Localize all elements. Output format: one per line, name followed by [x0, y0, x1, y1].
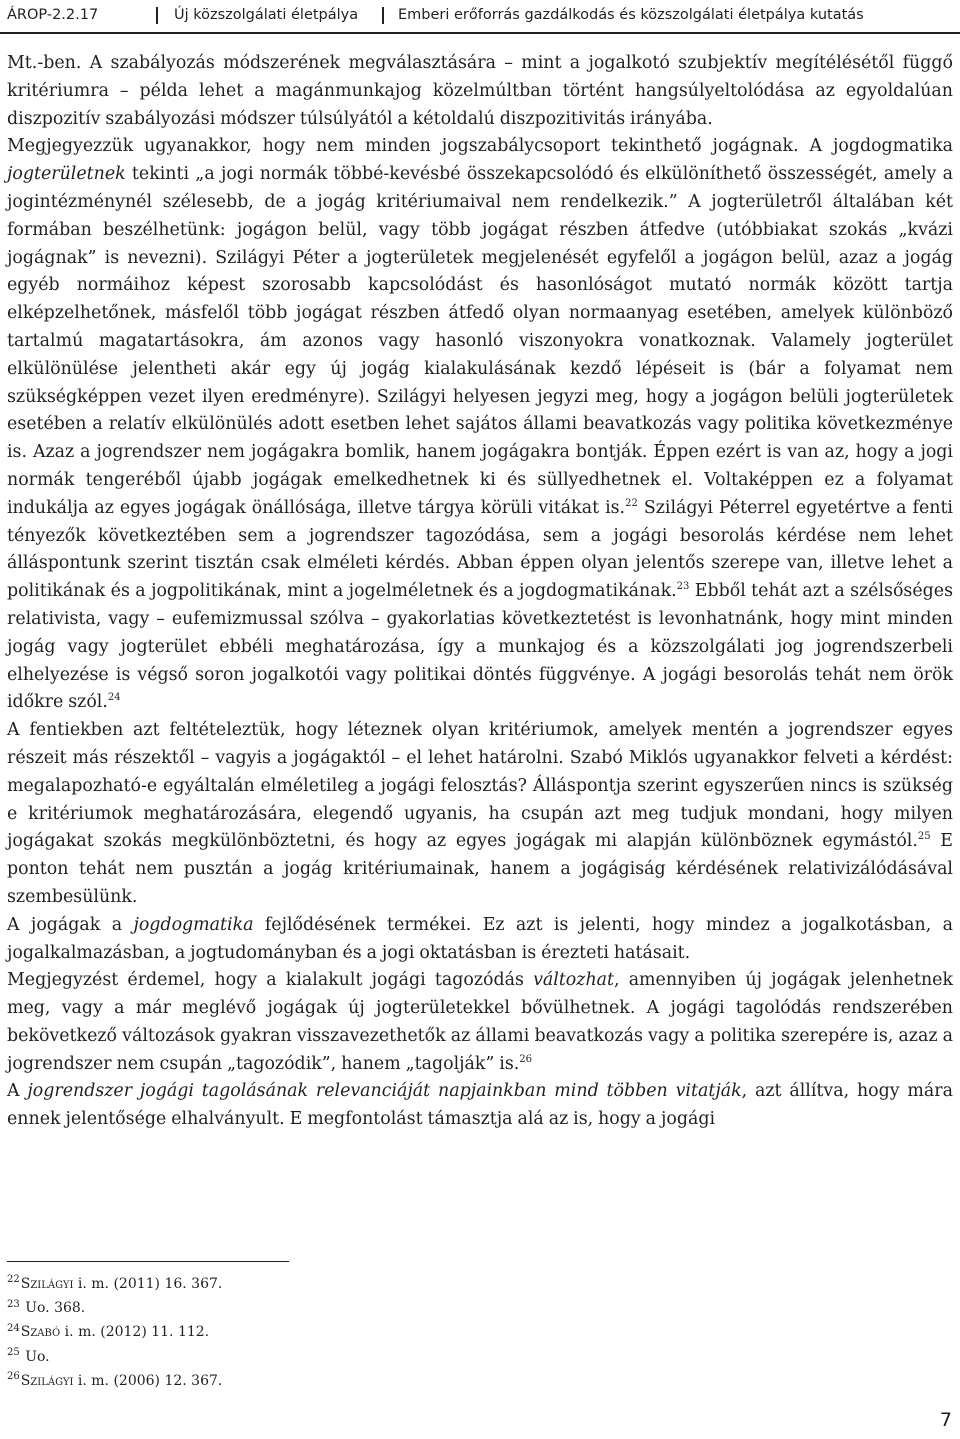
paragraph: A jogrendszer jogági tagolásának relevanciáját napjainkban mind többen vitatják, azt állítva, hogy mára ennek jelentősége elhalványult. E megfontolást támasztja alá az is, hogy a jogági	[7, 1081, 953, 1130]
emphasis: változhat	[533, 970, 614, 991]
footnote: $^{24}$Szabó i. m. (2012) 11. 112.	[7, 1322, 210, 1341]
paragraph: Megjegyzést érdemel, hogy a kialakult jogági tagozódás változhat, amennyiben új jogágak jelenhetnek meg, vagy a már meglévő jogágak új jogterületekkel bővülhetnek. A jogági tagolódás rendszerében bekövetkező változások gyakran visszavezethetők az állami beavatkozás vagy a politika szerepére is, azaz a jogrendszer nem csupán „tagozódik”, hanem „tagolják” is.$^{26}$	[7, 970, 953, 1074]
footnote-ref[interactable]: 24	[107, 692, 121, 704]
main-text	[7, 50, 953, 1134]
footnote: $^{26}$Szilágyi i. m. (2006) 12. 367.	[7, 1371, 223, 1389]
footnote: $^{25}$ Uo.	[7, 1346, 50, 1365]
paragraph: Mt.-ben. A szabályozás módszerének megválasztására – mint a jogalkotó szubjektív megítélésétől függő kritériumra – példa lehet a magánmunkajog közelmúltban történt hangsúlyeltolódása az egyoldalúan diszpozitív szabályozási módszer túlsúlyától a kétoldalú diszpozitivitás irányába.	[7, 53, 953, 129]
page-number: 7	[939, 1409, 952, 1431]
paragraph: A jogágak a jogdogmatika fejlődésének termékei. Ez azt is jelenti, hogy mindez a jogalkotásban, a jogalkalmazásban, a jogtudományban és a jogi oktatásban is érezteti hatásait.	[7, 914, 953, 963]
footnotes	[7, 1272, 607, 1393]
header-section: Új közszolgálati életpálya	[174, 7, 359, 23]
emphasis: jogrendszer jogági tagolásának relevanciáját napjainkban mind többen vitatják	[27, 1081, 742, 1102]
header-rule	[0, 32, 960, 34]
header-separator	[382, 7, 384, 24]
header-title: Emberi erőforrás gazdálkodás és közszolgálati életpálya kutatás	[398, 7, 864, 23]
footnote-ref[interactable]: 23	[676, 581, 690, 593]
emphasis: jogdogmatika	[133, 914, 254, 935]
header-code: ÁROP-2.2.17	[7, 7, 99, 23]
footnote: $^{22}$Szilágyi i. m. (2011) 16. 367.	[7, 1274, 223, 1292]
footnote-separator	[7, 1261, 289, 1262]
emphasis: jogterületnek	[7, 164, 126, 185]
footnote-ref[interactable]: 25	[917, 831, 931, 843]
footnote-ref[interactable]: 26	[519, 1053, 533, 1065]
paragraph: A fentiekben azt feltételeztük, hogy léteznek olyan kritériumok, amelyek mentén a jogrendszer egyes részeit más részektől – vagyis a jogágaktól – el lehet határolni. Szabó Miklós ugyanakkor felveti a kérdést: megalapozható-e egyáltalán elméletileg a jogági felosztás? Álláspontja szerint egyszerűen nincs is szükség e kritériumok meghatározására, elegendő ugyanis, ha csupán azt meg tudjuk mondani, hogy milyen jogágakat szokás megkülönböztetni, és hogy az egyes jogágak mi alapján különböznek egymástól.$^{25}$ E ponton tehát nem pusztán a jogág kritériumainak, hanem a jogágiság kérdésének relativizálódásával szembesülünk.	[7, 720, 954, 907]
paragraph: Megjegyezzük ugyanakkor, hogy nem minden jogszabálycsoport tekinthető jogágnak. A jogdogmatika jogterületnek tekinti „a jogi normák többé-kevésbé összekapcsolódó és elkülöníthető összességét, amely a jogintézménynél szélesebb, de a jogág kritériumaival nem rendelkezik.” A jogterületről általában két formában beszélhetünk: jogágon belül, vagy több jogágat részben átfedve (utóbbiakat szokás „kvázi jogágnak” is nevezni). Szilágyi Péter a jogterületek megjelenését egyfelől a jogágon belül, azaz a jogág egyéb normáihoz képest szorosabb kapcsolódást és hasonlóságot mutató normák között tartja elképzelhetőnek, másfelől több jogágat részben átfedő olyan normaanyag esetében, amelyek különböző tartalmú magatartásokra, ám azonos vagy hasonló viszonyokra vonatkoznak. Valamely jogterület elkülönülése jelentheti akár egy új jogág kialakulásának kezdő lépéseit is (bár a folyamat nem szükségképpen vezet ilyen eredményre). Szilágyi helyesen jegyzi meg, hogy a jogágon belüli jogterületek esetében a relatív elkülönülés adott esetben lehet sajátos állami beavatkozás vagy politika következménye is. Azaz a jogrendszer nem jogágakra bomlik, hanem jogágakra bontják. Éppen ezért is van az, hogy a jogi normák tengeréből újabb jogágak emelkedhetnek ki és süllyedhetnek el. Voltaképpen ez a folyamat indukálja az egyes jogágak önállósága, illetve tárgya körüli vitákat is.$^{22}$ Szilágyi Péterrel egyetértve a fenti tényezők következtében sem a jogrendszer tagozódása, sem a jogági besorolás kérdése nem lehet álláspontunk szerint tisztán csak elméleti kérdés. Abban éppen olyan jelentős szerepe van, illetve lehet a politikának és a jogpolitikának, mint a jogelméletnek és a jogdogmatikának.$^{23}$ Ebből tehát azt a szélsőséges relativista, vagy – eufemizmussal szólva – gyakorlatias következtetést is levonhatnánk, hogy mint minden jogág vagy jogterület ebbéli meghatározása, így a munkajog és a közszolgálati jog jogrendszerbeli elhelyezése is végső soron jogalkotói vagy politikai döntés függvénye. A jogági besorolás tehát nem örök időkre szól.$^{24}$	[7, 136, 953, 713]
running-header	[0, 0, 960, 34]
header-separator	[156, 7, 158, 24]
footnote-ref[interactable]: 22	[625, 497, 638, 509]
footnote: $^{23}$ Uo. 368.	[7, 1298, 86, 1317]
